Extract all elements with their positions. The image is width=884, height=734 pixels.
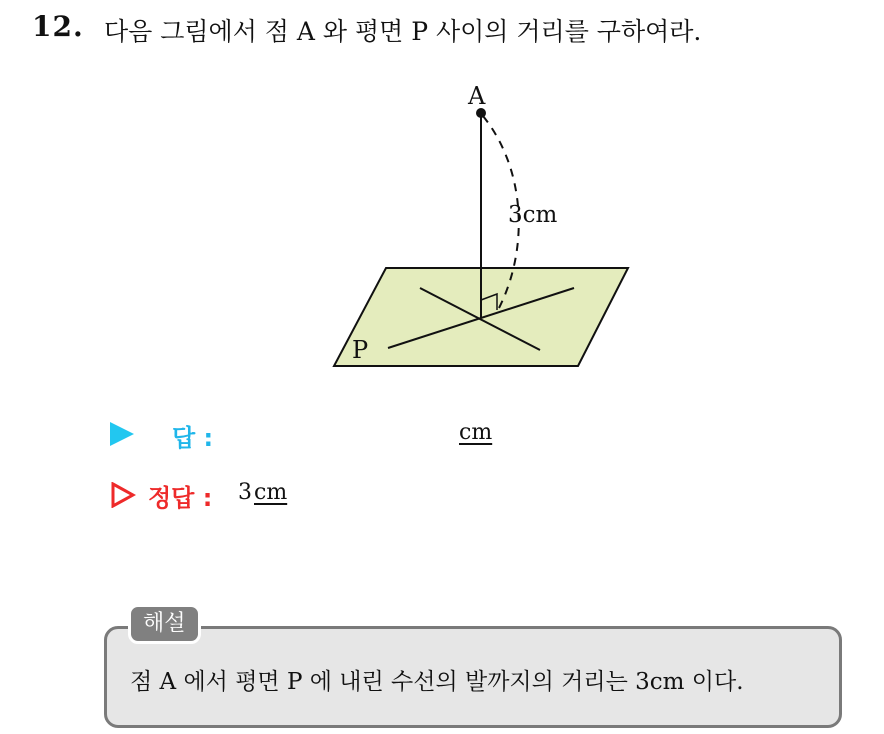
answer-play-icon	[110, 422, 134, 446]
correct-answer-label: 정답 :	[148, 484, 213, 512]
answer-row	[110, 418, 610, 450]
solution-text: 점 A 에서 평면 P 에 내린 수선의 발까지의 거리는 3cm 이다.	[130, 669, 744, 695]
solution-tab: 해설	[128, 604, 201, 644]
distance-label: 3cm	[508, 202, 558, 228]
correct-play-outline-icon	[110, 482, 136, 508]
plane-p-label: P	[352, 336, 369, 364]
correct-answer-row	[110, 478, 610, 510]
question-text: 다음 그림에서 점 A 와 평면 P 사이의 거리를 구하여라.	[104, 17, 702, 46]
answer-label: 답 :	[172, 424, 214, 452]
geometry-figure	[320, 78, 650, 378]
correct-answer-value: 3	[238, 480, 252, 505]
figure-svg	[320, 78, 650, 378]
point-a-label: A	[468, 82, 486, 110]
answer-unit: cm	[459, 420, 493, 445]
question-number: 12.	[32, 10, 84, 43]
correct-answer-unit: cm	[254, 480, 288, 505]
